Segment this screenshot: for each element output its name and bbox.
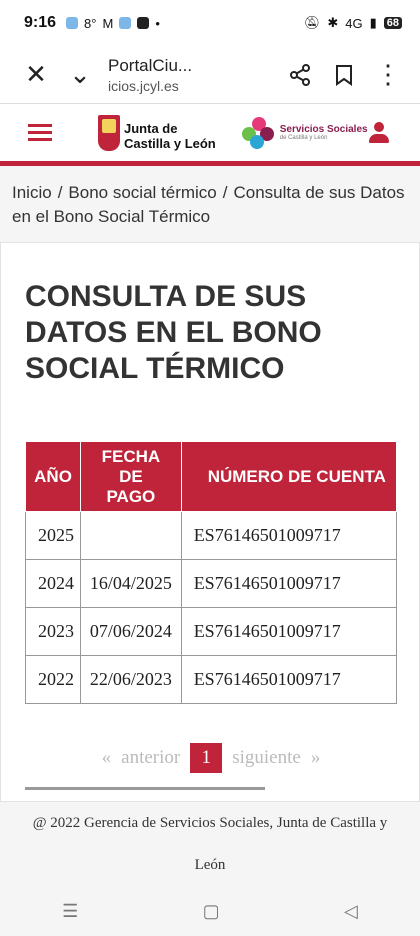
browser-page-title: PortalCiu... [108,55,193,75]
breadcrumb-separator: / [57,183,63,202]
pager-current-page[interactable]: 1 [190,743,222,773]
pager-next-arrow[interactable]: » [310,747,321,768]
user-icon[interactable] [368,122,390,144]
app-icon [137,17,149,29]
footer [0,802,420,884]
pager-next[interactable]: siguiente [232,747,301,768]
clock: 9:16 [24,14,57,31]
bluetooth-icon: ✱ [327,15,339,30]
table-row [26,560,397,608]
close-icon[interactable]: ✕ [25,59,47,89]
more-vert-icon[interactable]: ⋮ [375,59,401,89]
network-label: 4G [345,15,363,31]
cell-payment-date [81,512,182,560]
signal-icon: ▮ [369,15,377,30]
gmail-icon: M [102,15,114,31]
weather-icon [66,17,78,29]
cell-payment-date: 16/04/2025 [81,560,182,608]
table-row [26,608,397,656]
cell-year: 2025 [26,512,81,560]
system-icons [304,15,402,31]
bookmark-icon[interactable] [322,53,366,97]
header-account-number: NÚMERO DE CUENTA [181,442,396,512]
table-header-row [26,442,397,512]
cell-account-number: ES76146501009717 [181,512,396,560]
pager-prev[interactable]: anterior [121,747,181,768]
breadcrumb-current: Consulta de sus Datos en el Bono Social Térmico [12,183,405,226]
weather-icon [119,17,131,29]
chevron-down-icon[interactable]: ⌄ [69,59,91,89]
people-icon [240,115,276,151]
pager-prev-arrow[interactable]: « [101,747,112,768]
breadcrumb-bono[interactable]: Bono social térmico [68,183,217,202]
cell-year: 2024 [26,560,81,608]
battery-icon: 68 [384,17,402,29]
junta-logo-text [124,121,216,151]
system-nav-bar [0,886,420,936]
main-card [0,242,420,802]
back-icon[interactable]: ◁ [343,900,358,921]
junta-logo[interactable] [98,115,216,151]
mute-icon: 🔕︎ [303,15,321,30]
share-icon[interactable] [278,53,322,97]
ss-logo-line1: Servicios Sociales [279,124,368,135]
home-icon[interactable]: ▢ [202,900,220,921]
table-scroll-container[interactable] [25,441,397,705]
payments-table [25,441,397,704]
coat-of-arms-icon [98,115,120,151]
page-title: CONSULTA DE SUS DATOS EN EL BONO SOCIAL TÉRMICO [25,280,322,385]
site-header [0,104,420,166]
temperature: 8° [84,15,97,31]
cell-account-number: ES76146501009717 [181,560,396,608]
header-year: AÑO [26,442,81,512]
breadcrumb [0,171,420,241]
table-row [26,512,397,560]
servicios-sociales-text [280,124,368,141]
horizontal-scrollbar[interactable] [25,787,265,790]
cell-account-number: ES76146501009717 [181,656,396,704]
more-notifications-icon: • [155,15,160,31]
browser-title-area[interactable] [102,56,278,94]
junta-logo-line2: Castilla y León [124,135,216,151]
footer-copyright: @ 2022 Gerencia de Servicios Sociales, Junta de Castilla y León [32,815,388,873]
status-bar [0,0,420,46]
recents-icon[interactable]: ☰ [62,900,79,921]
browser-url: icios.jcyl.es [108,77,179,94]
ss-logo-line2: de Castilla y León [279,135,328,141]
cell-payment-date: 07/06/2024 [81,608,182,656]
menu-icon[interactable] [28,120,52,145]
cell-year: 2023 [26,608,81,656]
notification-icons [66,16,160,31]
browser-toolbar [0,46,420,104]
header-payment-date: FECHA DE PAGO [81,442,182,512]
servicios-sociales-logo[interactable] [240,115,368,151]
cell-account-number: ES76146501009717 [181,608,396,656]
table-row [26,656,397,704]
pagination [1,743,420,773]
breadcrumb-separator: / [222,183,228,202]
cell-payment-date: 22/06/2023 [81,656,182,704]
cell-year: 2022 [26,656,81,704]
breadcrumb-home[interactable]: Inicio [12,183,52,202]
junta-logo-line1: Junta de [124,120,178,136]
